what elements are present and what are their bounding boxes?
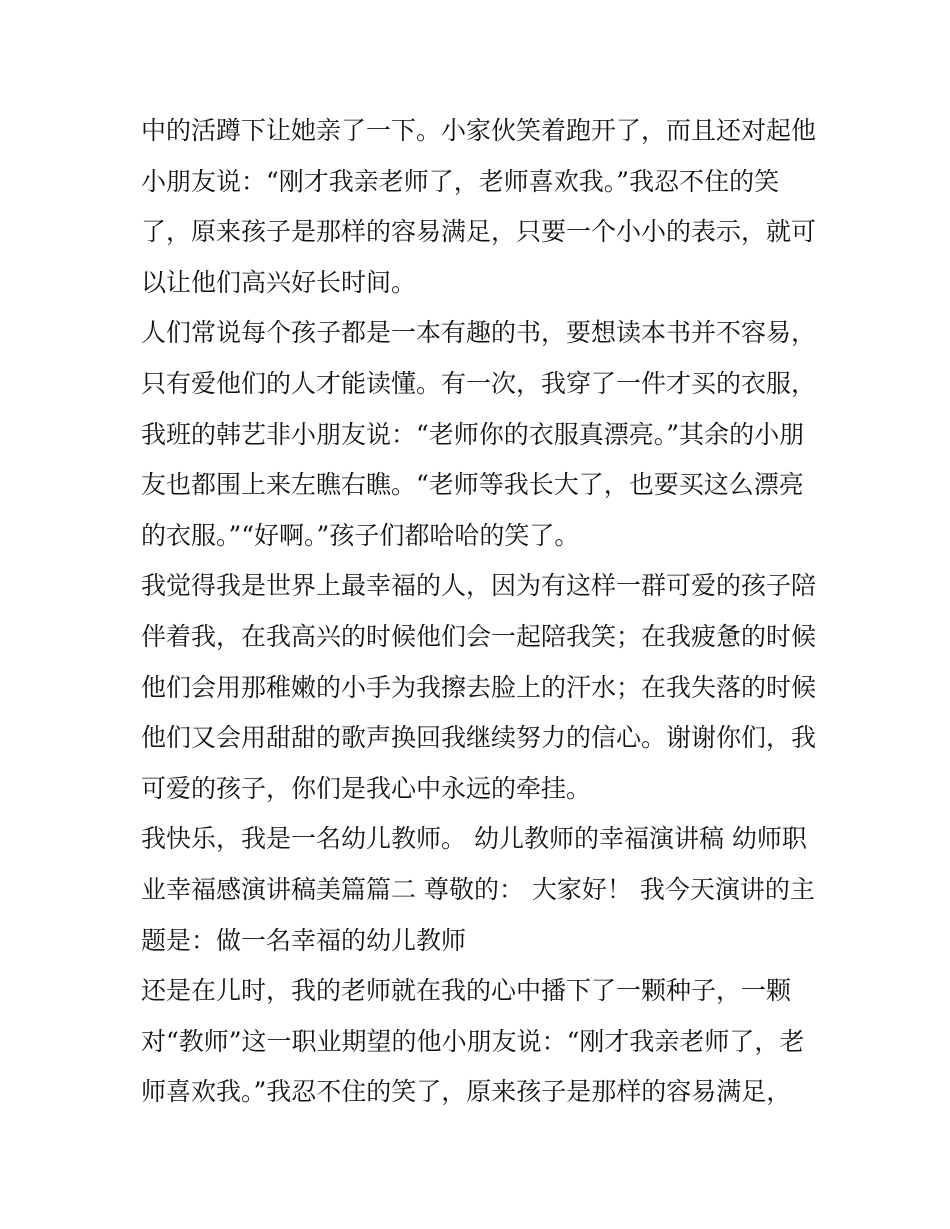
text-line: 他们会用那稚嫩的小手为我擦去脸上的汗水；在我失落的时候 <box>141 672 817 702</box>
text-line: 师喜欢我。”我忍不住的笑了，原来孩子是那样的容易满足， <box>141 1077 792 1107</box>
text-line: 小朋友说：“刚才我亲老师了，老师喜欢我。”我忍不住的笑 <box>141 166 780 196</box>
text-line: 伴着我，在我高兴的时候他们会一起陪我笑；在我疲惫的时候 <box>141 621 817 651</box>
text-line: 他们又会用甜甜的歌声换回我继续努力的信心。谢谢你们，我 <box>141 723 817 753</box>
body-text <box>141 106 821 1118</box>
text-line: 题是：做一名幸福的幼儿教师 <box>141 925 467 955</box>
text-line: 只有爱他们的人才能读懂。有一次，我穿了一件才买的衣服， <box>141 368 817 398</box>
text-line: 我班的韩艺非小朋友说：“老师你的衣服真漂亮。”其余的小朋 <box>141 419 805 449</box>
text-line: 我觉得我是世界上最幸福的人，因为有这样一群可爱的孩子陪 <box>141 571 817 601</box>
text-line: 可爱的孩子，你们是我心中永远的牵挂。 <box>141 773 592 803</box>
text-line: 友也都围上来左瞧右瞧。“老师等我长大了，也要买这么漂亮 <box>141 470 804 500</box>
text-line: 了，原来孩子是那样的容易满足，只要一个小小的表示，就可 <box>141 217 817 247</box>
text-line: 还是在儿时，我的老师就在我的心中播下了一颗种子，一颗 <box>141 976 792 1006</box>
text-line: 以让他们高兴好长时间。 <box>141 267 417 297</box>
text-line: 对“教师”这一职业期望的他小朋友说：“刚才我亲老师了，老 <box>141 1026 805 1056</box>
text-line: 我快乐，我是一名幼儿教师。 幼儿教师的幸福演讲稿 幼师职 <box>141 824 807 854</box>
text-line: 业幸福感演讲稿美篇篇二 尊敬的： 大家好！ 我今天演讲的主 <box>141 874 815 904</box>
text-line: 中的活蹲下让她亲了一下。小家伙笑着跑开了，而且还对起他 <box>141 116 817 145</box>
text-line: 人们常说每个孩子都是一本有趣的书，要想读本书并不容易， <box>141 318 817 348</box>
text-line: 的衣服。”“好啊。”孩子们都哈哈的笑了。 <box>141 520 580 550</box>
